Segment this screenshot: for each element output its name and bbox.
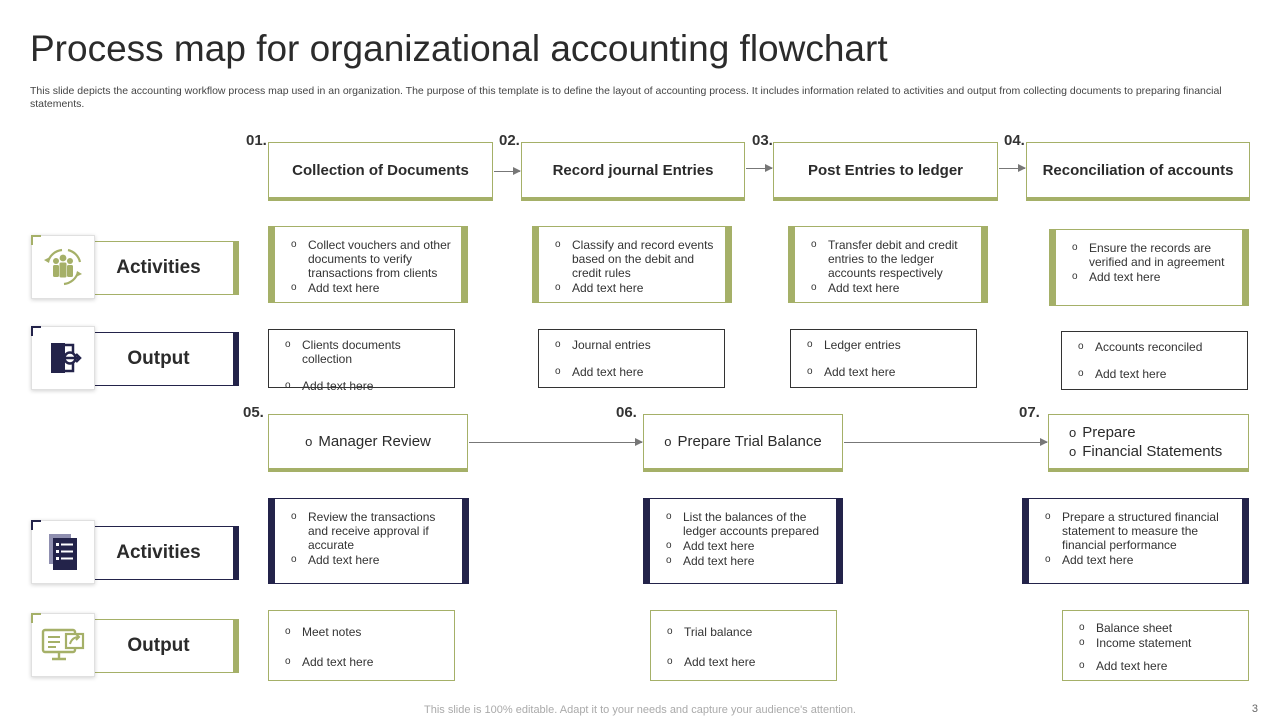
list-item: o Add text here xyxy=(1077,659,1238,673)
list-item: o Prepare a structured financial statement to measure the financial performance xyxy=(1043,510,1232,552)
list-item: o Add text here xyxy=(1076,367,1237,381)
step-box-manager-review xyxy=(268,414,468,472)
monitor-share-icon xyxy=(40,625,86,665)
slide-title: Process map for organizational accounting flowchart xyxy=(30,28,888,69)
step-box-record-journal-entries xyxy=(521,142,745,201)
step-title: Prepare Trial Balance xyxy=(677,433,822,450)
bullet: o xyxy=(1069,424,1077,440)
list-item: o Add text here xyxy=(665,654,826,670)
list-item: o Income statement xyxy=(1077,636,1238,650)
activities-icon-tile-2 xyxy=(31,520,95,584)
activities-box-step-1 xyxy=(268,226,468,303)
step-title: Reconciliation of accounts xyxy=(1042,161,1234,179)
activities-box-step-2 xyxy=(532,226,732,303)
step-number-3: 03. xyxy=(752,132,773,149)
step-box-reconciliation-of-accounts xyxy=(1026,142,1250,201)
activities-box-step-5 xyxy=(268,498,469,584)
checklist-documents-icon xyxy=(43,530,83,574)
output-box-step-7 xyxy=(1062,610,1249,681)
list-item: o Trial balance xyxy=(665,624,826,640)
activities-box-step-3 xyxy=(788,226,988,303)
step-box-prepare-trial-balance xyxy=(643,414,843,472)
list-item: o Add text here xyxy=(289,281,451,295)
list-item: o Add text here xyxy=(553,281,715,295)
step-number-1: 01. xyxy=(246,132,267,149)
list-item: o Add text here xyxy=(283,654,444,670)
activities-icon-tile xyxy=(31,235,95,299)
people-cycle-icon xyxy=(40,244,86,290)
list-item: o Collect vouchers and other documents to verify transactions from clients xyxy=(289,238,451,280)
row-label-activities-bottom: Activities xyxy=(75,526,239,580)
list-item: o Balance sheet xyxy=(1077,621,1238,635)
step-box-prepare-financial-statements xyxy=(1048,414,1249,472)
step-box-post-entries-to-ledger xyxy=(773,142,998,201)
step-number-4: 04. xyxy=(1004,132,1025,149)
slide-subtitle: This slide depicts the accounting workflow process map used in an organization. The purpose of this template is to define the layout of accounting process. It includes information related to activities and output from collecting documents to preparing financial statements. xyxy=(30,85,1222,110)
bullet: o xyxy=(1069,443,1077,459)
exit-door-icon xyxy=(42,337,84,379)
activities-box-step-6 xyxy=(643,498,843,584)
bullet: o xyxy=(305,434,313,449)
output-box-step-3 xyxy=(790,329,977,388)
flow-arrow xyxy=(844,442,1047,443)
footer-note: This slide is 100% editable. Adapt it to your needs and capture your audience's attention. xyxy=(424,704,856,716)
list-item: o Journal entries xyxy=(553,338,714,352)
activities-box-step-4 xyxy=(1049,229,1249,306)
page-number: 3 xyxy=(1251,703,1258,715)
step-title: Manager Review xyxy=(318,433,431,450)
list-item: o Classify and record events based on the debit and credit rules xyxy=(553,238,715,280)
list-item: o Clients documents collection xyxy=(283,338,444,366)
step-number-7: 07. xyxy=(1019,404,1040,421)
list-item: o Ensure the records are verified and in agreement xyxy=(1070,241,1232,269)
list-item: o Add text here xyxy=(553,365,714,379)
output-box-step-4 xyxy=(1061,331,1248,390)
flow-arrow xyxy=(999,168,1025,169)
list-item: o Add text here xyxy=(1043,553,1232,567)
list-item: o Accounts reconciled xyxy=(1076,340,1237,354)
list-item: o List the balances of the ledger accounts prepared xyxy=(664,510,826,538)
list-item: o Add text here xyxy=(664,539,826,553)
step-title: Record journal Entries xyxy=(552,161,714,179)
list-item: o Add text here xyxy=(1070,270,1232,284)
list-item: o Ledger entries xyxy=(805,338,966,352)
step-number-6: 06. xyxy=(616,404,637,421)
flow-arrow xyxy=(746,168,772,169)
list-item: o Review the transactions and receive approval if accurate xyxy=(289,510,452,552)
row-label-activities-top: Activities xyxy=(75,241,239,295)
list-item: o Add text here xyxy=(289,553,452,567)
step-number-2: 02. xyxy=(499,132,520,149)
activities-box-step-7 xyxy=(1022,498,1249,584)
output-box-step-1 xyxy=(268,329,455,393)
step-title: Post Entries to ledger xyxy=(807,161,964,179)
bullet: o xyxy=(664,434,672,449)
list-item: o Add text here xyxy=(283,379,444,393)
output-icon-tile-2 xyxy=(31,613,95,677)
list-item: o Add text here xyxy=(805,365,966,379)
row-label-output-bottom: Output xyxy=(75,619,239,673)
list-item: o Add text here xyxy=(809,281,971,295)
output-box-step-2 xyxy=(538,329,725,388)
list-item: o Add text here xyxy=(664,554,826,568)
output-box-step-6 xyxy=(650,610,837,681)
step-number-5: 05. xyxy=(243,404,264,421)
flow-arrow xyxy=(494,171,520,172)
list-item: o Transfer debit and credit entries to the ledger accounts respectively xyxy=(809,238,971,280)
step-title-line: o Prepare xyxy=(1069,423,1136,441)
output-box-step-5 xyxy=(268,610,455,681)
list-item: o Meet notes xyxy=(283,624,444,640)
flow-arrow xyxy=(469,442,642,443)
step-title: Collection of Documents xyxy=(292,161,469,179)
row-label-output-top: Output xyxy=(75,332,239,386)
step-box-collection-of-documents xyxy=(268,142,493,201)
output-icon-tile xyxy=(31,326,95,390)
step-title-line: o Financial Statements xyxy=(1069,442,1223,460)
